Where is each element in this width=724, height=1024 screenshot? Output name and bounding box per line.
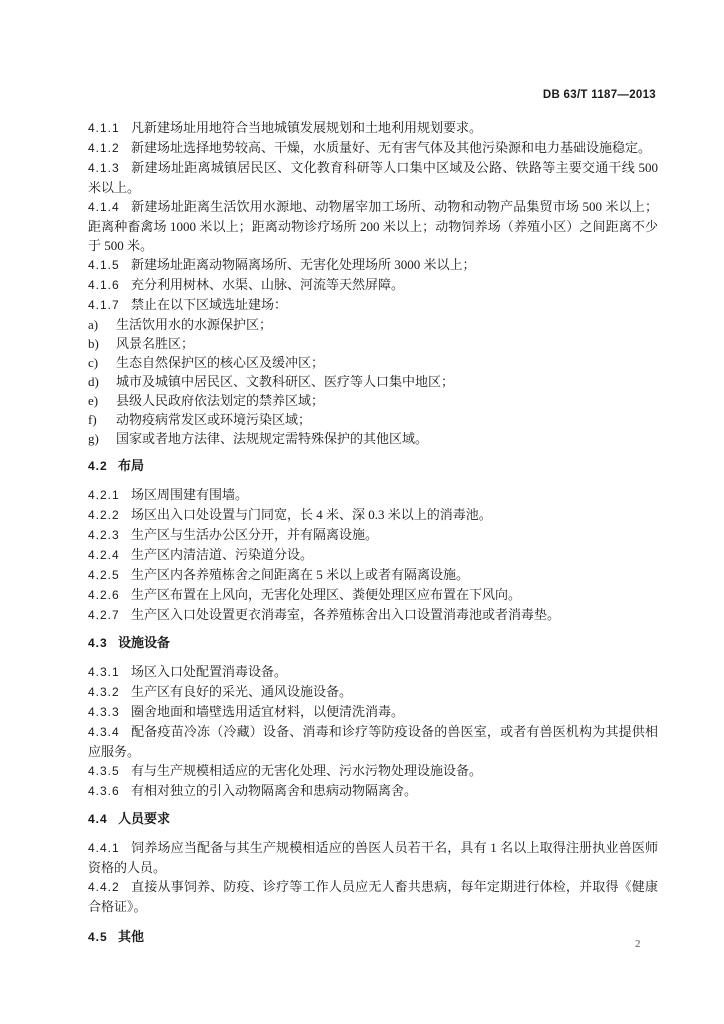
- list-item: [88, 353, 658, 372]
- clause-text: 生产区入口处设置更衣消毒室，各养殖栋舍出入口设置消毒池或者消毒垫。: [131, 607, 561, 622]
- clause-number: 4.1.6: [88, 278, 120, 292]
- clause-text: 有与生产规模相适应的无害化处理、污水污物处理设施设备。: [131, 763, 483, 778]
- section-title: 其他: [118, 929, 145, 944]
- clause-text: 新建场址距离动物隔离场所、无害化处理场所 3000 米以上；: [131, 257, 476, 272]
- list-item-text: 国家或者地方法律、法规规定需特殊保护的其他区域。: [116, 431, 429, 446]
- list-item: [88, 410, 658, 429]
- clause: [88, 838, 658, 877]
- clause: [88, 505, 658, 525]
- page-number: 2: [635, 938, 641, 950]
- clause-text: 场区出入口处设置与门同宽，长 4 米、深 0.3 米以上的消毒池。: [131, 507, 492, 522]
- section-number: 4.4: [88, 812, 108, 826]
- clause-number: 4.3.4: [88, 725, 120, 739]
- section-heading: [88, 456, 658, 476]
- clause: [88, 275, 658, 295]
- clause-number: 4.2.1: [88, 488, 120, 502]
- clause: [88, 585, 658, 605]
- section-heading: [88, 809, 658, 829]
- clause-text: 圈舍地面和墙壁选用适宜材料，以便清洗消毒。: [131, 704, 405, 719]
- clause-text: 生产区有良好的采光、通风设施设备。: [131, 684, 353, 699]
- clause: [88, 605, 658, 625]
- clause-number: 4.2.7: [88, 608, 120, 622]
- section-title: 布局: [118, 458, 145, 473]
- clause-text: 生产区布置在上风向，无害化处理区、粪便处理区应布置在下风向。: [131, 587, 522, 602]
- list-item: [88, 429, 658, 448]
- list-item-text: 风景名胜区；: [116, 336, 195, 351]
- clause-text: 新建场址距离城镇居民区、文化教育科研等人口集中区域及公路、铁路等主要交通干线 500 米以上。: [88, 160, 658, 195]
- list-item-text: 动物疫病常发区或环境污染区域；: [116, 412, 312, 427]
- clause-text: 生产区内清洁道、污染道分设。: [131, 547, 314, 562]
- list-item-label: d): [88, 374, 99, 389]
- clause: [88, 545, 658, 565]
- clause-text: 新建场址选择地势较高、干燥，水质量好、无有害气体及其他污染源和电力基础设施稳定。: [131, 140, 652, 155]
- list-item-label: e): [88, 393, 99, 408]
- list-item-label: g): [88, 431, 99, 446]
- list-item-text: 生活饮用水的水源保护区；: [116, 317, 273, 332]
- list-item-label: a): [88, 317, 99, 332]
- clause-number: 4.2.4: [88, 548, 120, 562]
- clause: [88, 255, 658, 275]
- clause-number: 4.2.3: [88, 528, 120, 542]
- list-item-label: b): [88, 336, 99, 351]
- list-item-label: c): [88, 355, 99, 370]
- clause-text: 场区入口处配置消毒设备。: [131, 664, 288, 679]
- clause: [88, 295, 658, 315]
- clause: [88, 761, 658, 781]
- list-item-label: f): [88, 412, 97, 427]
- clause: [88, 158, 658, 197]
- list-item: [88, 372, 658, 391]
- list-item: [88, 391, 658, 410]
- clause-text: 充分利用树林、水渠、山脉、河流等天然屏障。: [131, 277, 405, 292]
- clause: [88, 781, 658, 801]
- clause-number: 4.3.6: [88, 784, 120, 798]
- clause: [88, 877, 658, 916]
- list-item-text: 生态自然保护区的核心区及缓冲区；: [116, 355, 325, 370]
- clause-text: 配备疫苗冷冻（冷藏）设备、消毒和诊疗等防疫设备的兽医室，或者有兽医机构为其提供相应服务。: [88, 724, 658, 759]
- clause-number: 4.3.1: [88, 665, 120, 679]
- list-item: [88, 315, 658, 334]
- clause-number: 4.1.5: [88, 258, 120, 272]
- clause-text: 禁止在以下区域选址建场：: [131, 297, 288, 312]
- clause-text: 凡新建场址用地符合当地城镇发展规划和土地利用规划要求。: [131, 120, 483, 135]
- document-body: [88, 118, 658, 956]
- clause-number: 4.1.7: [88, 298, 120, 312]
- clause-text: 新建场址距离生活饮用水源地、动物屠宰加工场所、动物和动物产品集贸市场 500 米以上；距离种畜禽场 1000 米以上；距离动物诊疗场所 200 米以上；动物饲养场（养殖小区）之间距离不少于 500 米。: [88, 199, 658, 253]
- clause: [88, 702, 658, 722]
- list-item: [88, 334, 658, 353]
- clause-number: 4.4.1: [88, 841, 120, 855]
- clause-text: 饲养场应当配备与其生产规模相适应的兽医人员若干名，具有 1 名以上取得注册执业兽医师资格的人员。: [88, 840, 658, 875]
- clause: [88, 722, 658, 761]
- clause: [88, 525, 658, 545]
- clause-text: 生产区内各养殖栋舍之间距离在 5 米以上或者有隔离设施。: [131, 567, 470, 582]
- section-number: 4.2: [88, 459, 108, 473]
- clause: [88, 565, 658, 585]
- list-item-text: 城市及城镇中居民区、文教科研区、医疗等人口集中地区；: [116, 374, 455, 389]
- section-title: 人员要求: [118, 811, 171, 826]
- clause-number: 4.3.3: [88, 705, 120, 719]
- clause: [88, 118, 658, 138]
- clause: [88, 662, 658, 682]
- clause-number: 4.1.3: [88, 161, 120, 175]
- clause-text: 场区周围建有围墙。: [131, 487, 249, 502]
- clause-number: 4.2.2: [88, 508, 120, 522]
- clause-text: 直接从事饲养、防疫、诊疗等工作人员应无人畜共患病，每年定期进行体检，并取得《健康合格证》。: [88, 879, 658, 914]
- clause-number: 4.2.6: [88, 588, 120, 602]
- standard-number-header: DB 63/T 1187—2013: [542, 89, 656, 101]
- clause: [88, 197, 658, 255]
- clause-number: 4.4.2: [88, 880, 120, 894]
- clause-number: 4.3.2: [88, 685, 120, 699]
- section-heading: [88, 927, 658, 947]
- section-number: 4.5: [88, 930, 108, 944]
- clause: [88, 138, 658, 158]
- clause-number: 4.1.4: [88, 200, 120, 214]
- clause-number: 4.1.1: [88, 121, 120, 135]
- clause-number: 4.3.5: [88, 764, 120, 778]
- clause-text: 有相对独立的引入动物隔离舍和患病动物隔离舍。: [131, 783, 418, 798]
- list-item-text: 县级人民政府依法划定的禁养区域；: [116, 393, 325, 408]
- clause-number: 4.1.2: [88, 141, 120, 155]
- section-number: 4.3: [88, 636, 108, 650]
- clause-number: 4.2.5: [88, 568, 120, 582]
- section-heading: [88, 633, 658, 653]
- section-title: 设施设备: [118, 635, 171, 650]
- clause: [88, 682, 658, 702]
- clause: [88, 485, 658, 505]
- clause-text: 生产区与生活办公区分开，并有隔离设施。: [131, 527, 379, 542]
